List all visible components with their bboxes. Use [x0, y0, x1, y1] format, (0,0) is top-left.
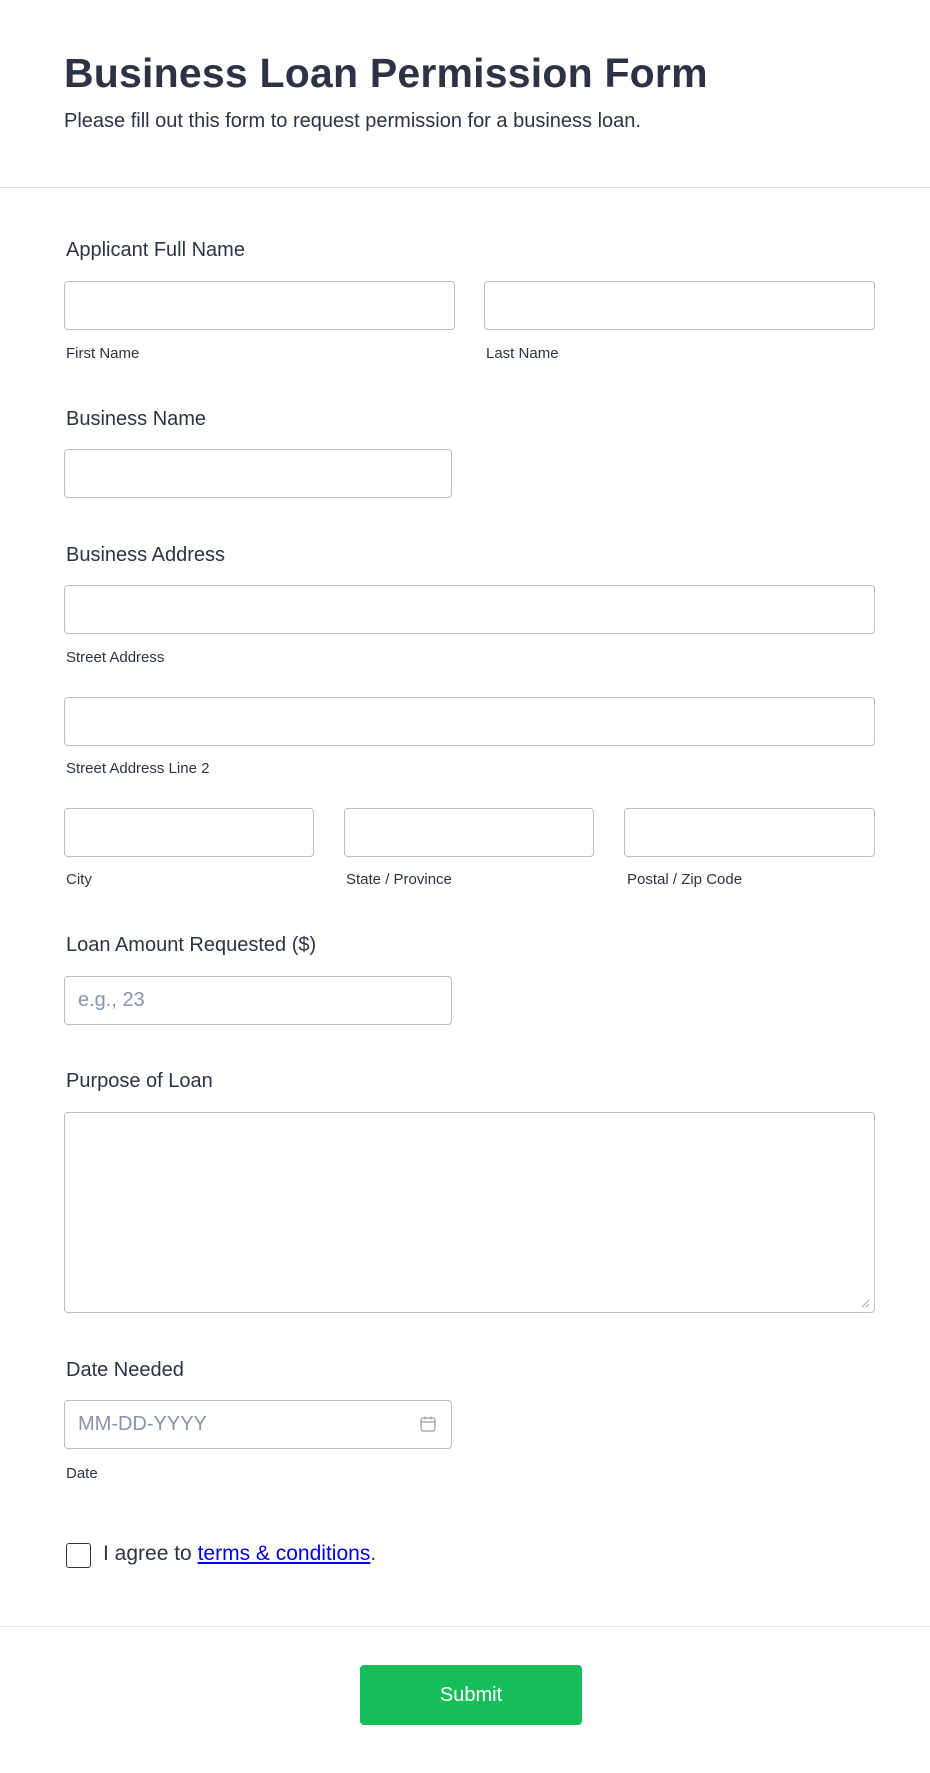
purpose-textarea[interactable]: [64, 1112, 875, 1313]
resize-handle-icon[interactable]: [860, 1298, 870, 1308]
first-name-input[interactable]: [64, 281, 455, 330]
date-input[interactable]: [64, 1400, 452, 1449]
submit-button[interactable]: Submit: [360, 1665, 582, 1725]
form-header: [0, 0, 930, 188]
street-address-line2-sublabel: Street Address Line 2: [66, 760, 210, 777]
street-address-sublabel: Street Address: [66, 649, 165, 666]
terms-prefix: I agree to: [103, 1542, 192, 1565]
zip-input[interactable]: [624, 808, 875, 857]
date-placeholder: MM-DD-YYYY: [78, 1413, 207, 1435]
business-address-label: Business Address: [66, 544, 225, 566]
footer-divider: [0, 1626, 930, 1627]
loan-amount-placeholder: e.g., 23: [78, 989, 145, 1011]
date-needed-label: Date Needed: [66, 1359, 184, 1381]
terms-link[interactable]: terms & conditions: [197, 1542, 371, 1565]
last-name-sublabel: Last Name: [486, 345, 559, 362]
loan-amount-input[interactable]: [64, 976, 452, 1025]
loan-amount-label: Loan Amount Requested ($): [66, 934, 317, 956]
page-subtitle: Please fill out this form to request permission for a business loan.: [64, 110, 641, 132]
state-sublabel: State / Province: [346, 871, 452, 888]
business-name-label: Business Name: [66, 408, 207, 430]
terms-suffix: .: [370, 1542, 377, 1565]
calendar-icon[interactable]: [419, 1415, 437, 1433]
street-address-input[interactable]: [64, 585, 875, 634]
purpose-label: Purpose of Loan: [66, 1070, 213, 1092]
first-name-sublabel: First Name: [66, 345, 140, 362]
business-name-input[interactable]: [64, 449, 452, 498]
zip-sublabel: Postal / Zip Code: [627, 871, 743, 888]
date-sublabel: Date: [66, 1465, 98, 1482]
terms-checkbox[interactable]: [66, 1543, 91, 1568]
last-name-input[interactable]: [484, 281, 875, 330]
state-input[interactable]: [344, 808, 594, 857]
page-title: Business Loan Permission Form: [64, 50, 708, 96]
terms-agreement: [103, 1542, 376, 1566]
city-sublabel: City: [66, 871, 92, 888]
city-input[interactable]: [64, 808, 314, 857]
applicant-name-label: Applicant Full Name: [66, 239, 245, 261]
street-address-line2-input[interactable]: [64, 697, 875, 746]
